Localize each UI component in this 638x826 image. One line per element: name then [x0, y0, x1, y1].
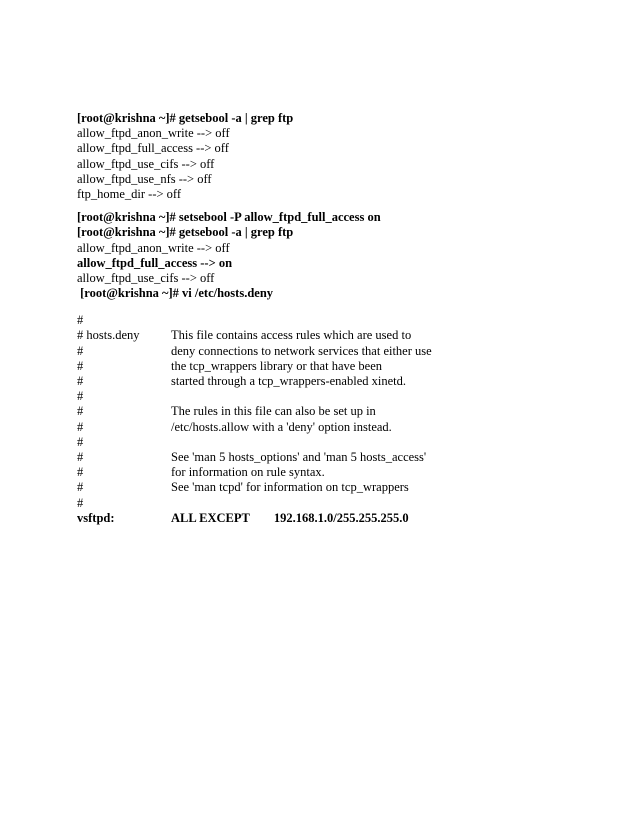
file-line: # hosts.deny This file contains access rules which are used to [77, 328, 412, 343]
vsftpd-rule-line [77, 511, 597, 526]
output-line: allow_ftpd_anon_write --> off [77, 126, 230, 141]
output-line: allow_ftpd_anon_write --> off [77, 240, 230, 255]
command-getsebool-2: [root@krishna ~]# getsebool -a | grep ftp [77, 225, 294, 240]
file-line: # [77, 313, 84, 328]
file-line: # started through a tcp_wrappers-enabled xinetd. [77, 374, 406, 388]
hosts-deny-file [77, 313, 597, 526]
file-line: # for information on rule syntax. [77, 465, 325, 480]
output-line: allow_ftpd_use_cifs --> off [77, 156, 215, 171]
file-line: # See 'man tcpd' for information on tcp_wrappers [77, 480, 409, 495]
output-line: ftp_home_dir --> off [77, 186, 182, 201]
file-line: # deny connections to network services that either use [77, 343, 432, 358]
file-line: # the tcp_wrappers library or that have been [77, 358, 383, 373]
file-line: # See 'man 5 hosts_options' and 'man 5 hosts_access' [77, 449, 427, 464]
rule-text: ALL EXCEPT [171, 510, 250, 525]
output-line: allow_ftpd_full_access --> off [77, 141, 229, 156]
document-page [77, 111, 597, 526]
output-line-highlighted: allow_ftpd_full_access --> on [77, 255, 233, 270]
file-line: # [77, 434, 84, 449]
output-line: allow_ftpd_use_cifs --> off [77, 270, 215, 285]
file-line: # /etc/hosts.allow with a 'deny' option instead. [77, 419, 392, 434]
output-line: allow_ftpd_use_nfs --> off [77, 171, 212, 186]
command-vi-hosts-deny: [root@krishna ~]# vi /etc/hosts.deny [77, 286, 274, 301]
file-line: # [77, 495, 84, 510]
ip-mask: 192.168.1.0/255.255.255.0 [273, 510, 409, 525]
file-line: # [77, 389, 84, 404]
command-setsebool: [root@krishna ~]# setsebool -P allow_ftpd_full_access on [77, 210, 381, 225]
command-getsebool: [root@krishna ~]# getsebool -a | grep ftp [77, 111, 294, 125]
file-line: # The rules in this file can also be set up in [77, 404, 376, 419]
daemon-name: vsftpd: [77, 510, 115, 525]
